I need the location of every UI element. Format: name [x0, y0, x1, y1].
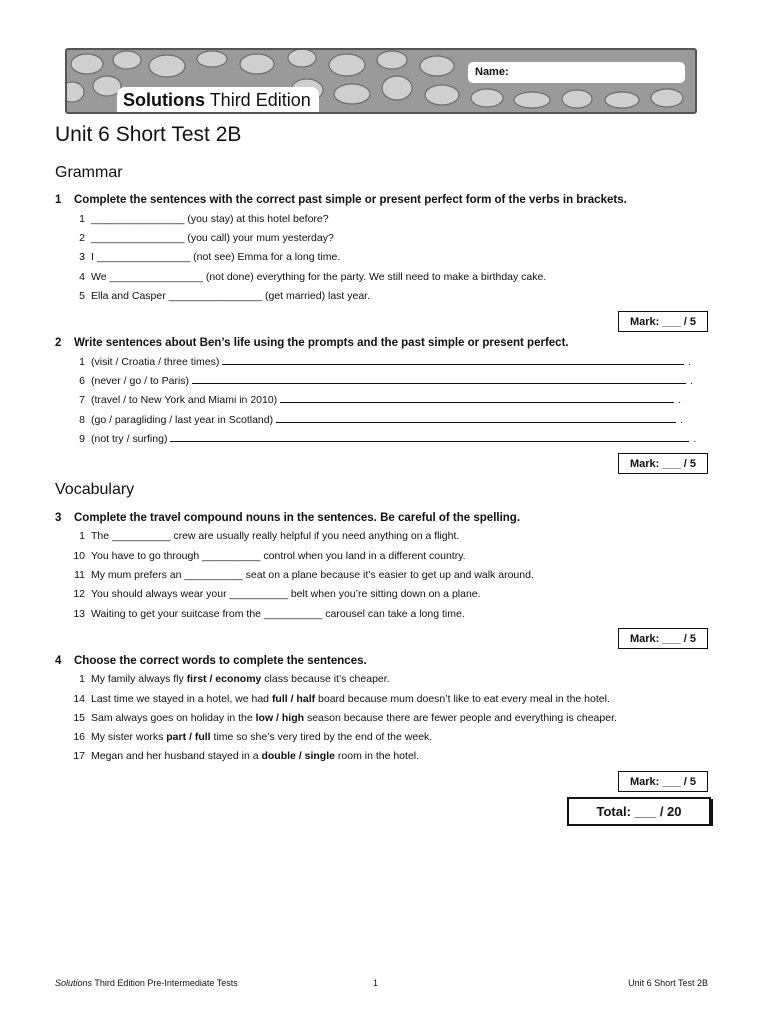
q4-item: 17 Megan and her husband stayed in a double / single room in the hotel. — [73, 750, 420, 762]
q1-item: 1 ________________ (you stay) at this hotel before? — [79, 213, 329, 225]
header-banner — [65, 48, 697, 114]
q2-item: 6 (never / go / to Paris) . — [79, 375, 693, 387]
page-title: Unit 6 Short Test 2B — [55, 123, 242, 146]
total-score-box: Total: ___ / 20 — [567, 797, 711, 826]
q2-item: 7 (travel / to New York and Miami in 2010) . — [79, 394, 682, 406]
q3-item: 11 My mum prefers an __________ seat on a plane because it’s easier to get up and walk around. — [74, 569, 534, 581]
footer-unit: Unit 6 Short Test 2B — [628, 978, 708, 988]
q1-item: 3 I ________________ (not see) Emma for a long time. — [79, 251, 341, 263]
q3-item: 1 The __________ crew are usually really helpful if you need anything on a flight. — [79, 530, 460, 542]
choice-options: low / high — [255, 712, 305, 724]
brand-logo: Solutions Third Edition — [117, 87, 319, 113]
question-2-instruction: 2 Write sentences about Ben’s life using the prompts and the past simple or present perfect. — [55, 337, 569, 349]
choice-options: first / economy — [186, 673, 262, 685]
mark-box-q2: Mark: ___ / 5 — [618, 453, 708, 474]
mark-box-q4: Mark: ___ / 5 — [618, 771, 708, 792]
q3-item: 10 You have to go through __________ control when you land in a different country. — [73, 550, 466, 562]
name-field[interactable]: Name: — [468, 62, 685, 83]
footer-publication: Solutions Third Edition Pre-Intermediate Tests — [55, 978, 238, 988]
q1-item: 4 We ________________ (not done) everything for the party. We still need to make a birthday cake. — [79, 271, 547, 283]
q4-item: 1 My family always fly first / economy class because it’s cheaper. — [79, 673, 390, 685]
choice-options: part / full — [166, 731, 211, 743]
q1-item: 2 ________________ (you call) your mum yesterday? — [79, 232, 334, 244]
question-4-instruction: 4 Choose the correct words to complete the sentences. — [55, 655, 367, 667]
q1-item: 5 Ella and Casper ________________ (get married) last year. — [79, 290, 371, 302]
q2-item: 1 (visit / Croatia / three times) . — [79, 356, 692, 368]
page-number: 1 — [373, 978, 379, 988]
q2-item: 9 (not try / surfing) . — [79, 433, 697, 445]
choice-options: full / half — [271, 693, 316, 705]
section-vocabulary: Vocabulary — [55, 481, 135, 498]
q2-item: 8 (go / paragliding / last year in Scotland) . — [79, 414, 683, 426]
choice-options: double / single — [261, 750, 335, 762]
q3-item: 13 Waiting to get your suitcase from the __________ carousel can take a long time. — [73, 608, 465, 620]
question-1-instruction: 1 Complete the sentences with the correct past simple or present perfect form of the verbs in brackets. — [55, 194, 627, 206]
q4-item: 14 Last time we stayed in a hotel, we had full / half board because mum doesn’t like to eat every meal in the hotel. — [73, 693, 610, 705]
question-3-instruction: 3 Complete the travel compound nouns in the sentences. Be careful of the spelling. — [55, 512, 521, 524]
section-grammar: Grammar — [55, 164, 123, 181]
q4-item: 15 Sam always goes on holiday in the low / high season because there are fewer people and everything is cheaper. — [73, 712, 617, 724]
mark-box-q1: Mark: ___ / 5 — [618, 311, 708, 332]
q4-item: 16 My sister works part / full time so she’s very tired by the end of the week. — [73, 731, 433, 743]
mark-box-q3: Mark: ___ / 5 — [618, 628, 708, 649]
q3-item: 12 You should always wear your __________ belt when you’re sitting down on a plane. — [73, 588, 481, 600]
